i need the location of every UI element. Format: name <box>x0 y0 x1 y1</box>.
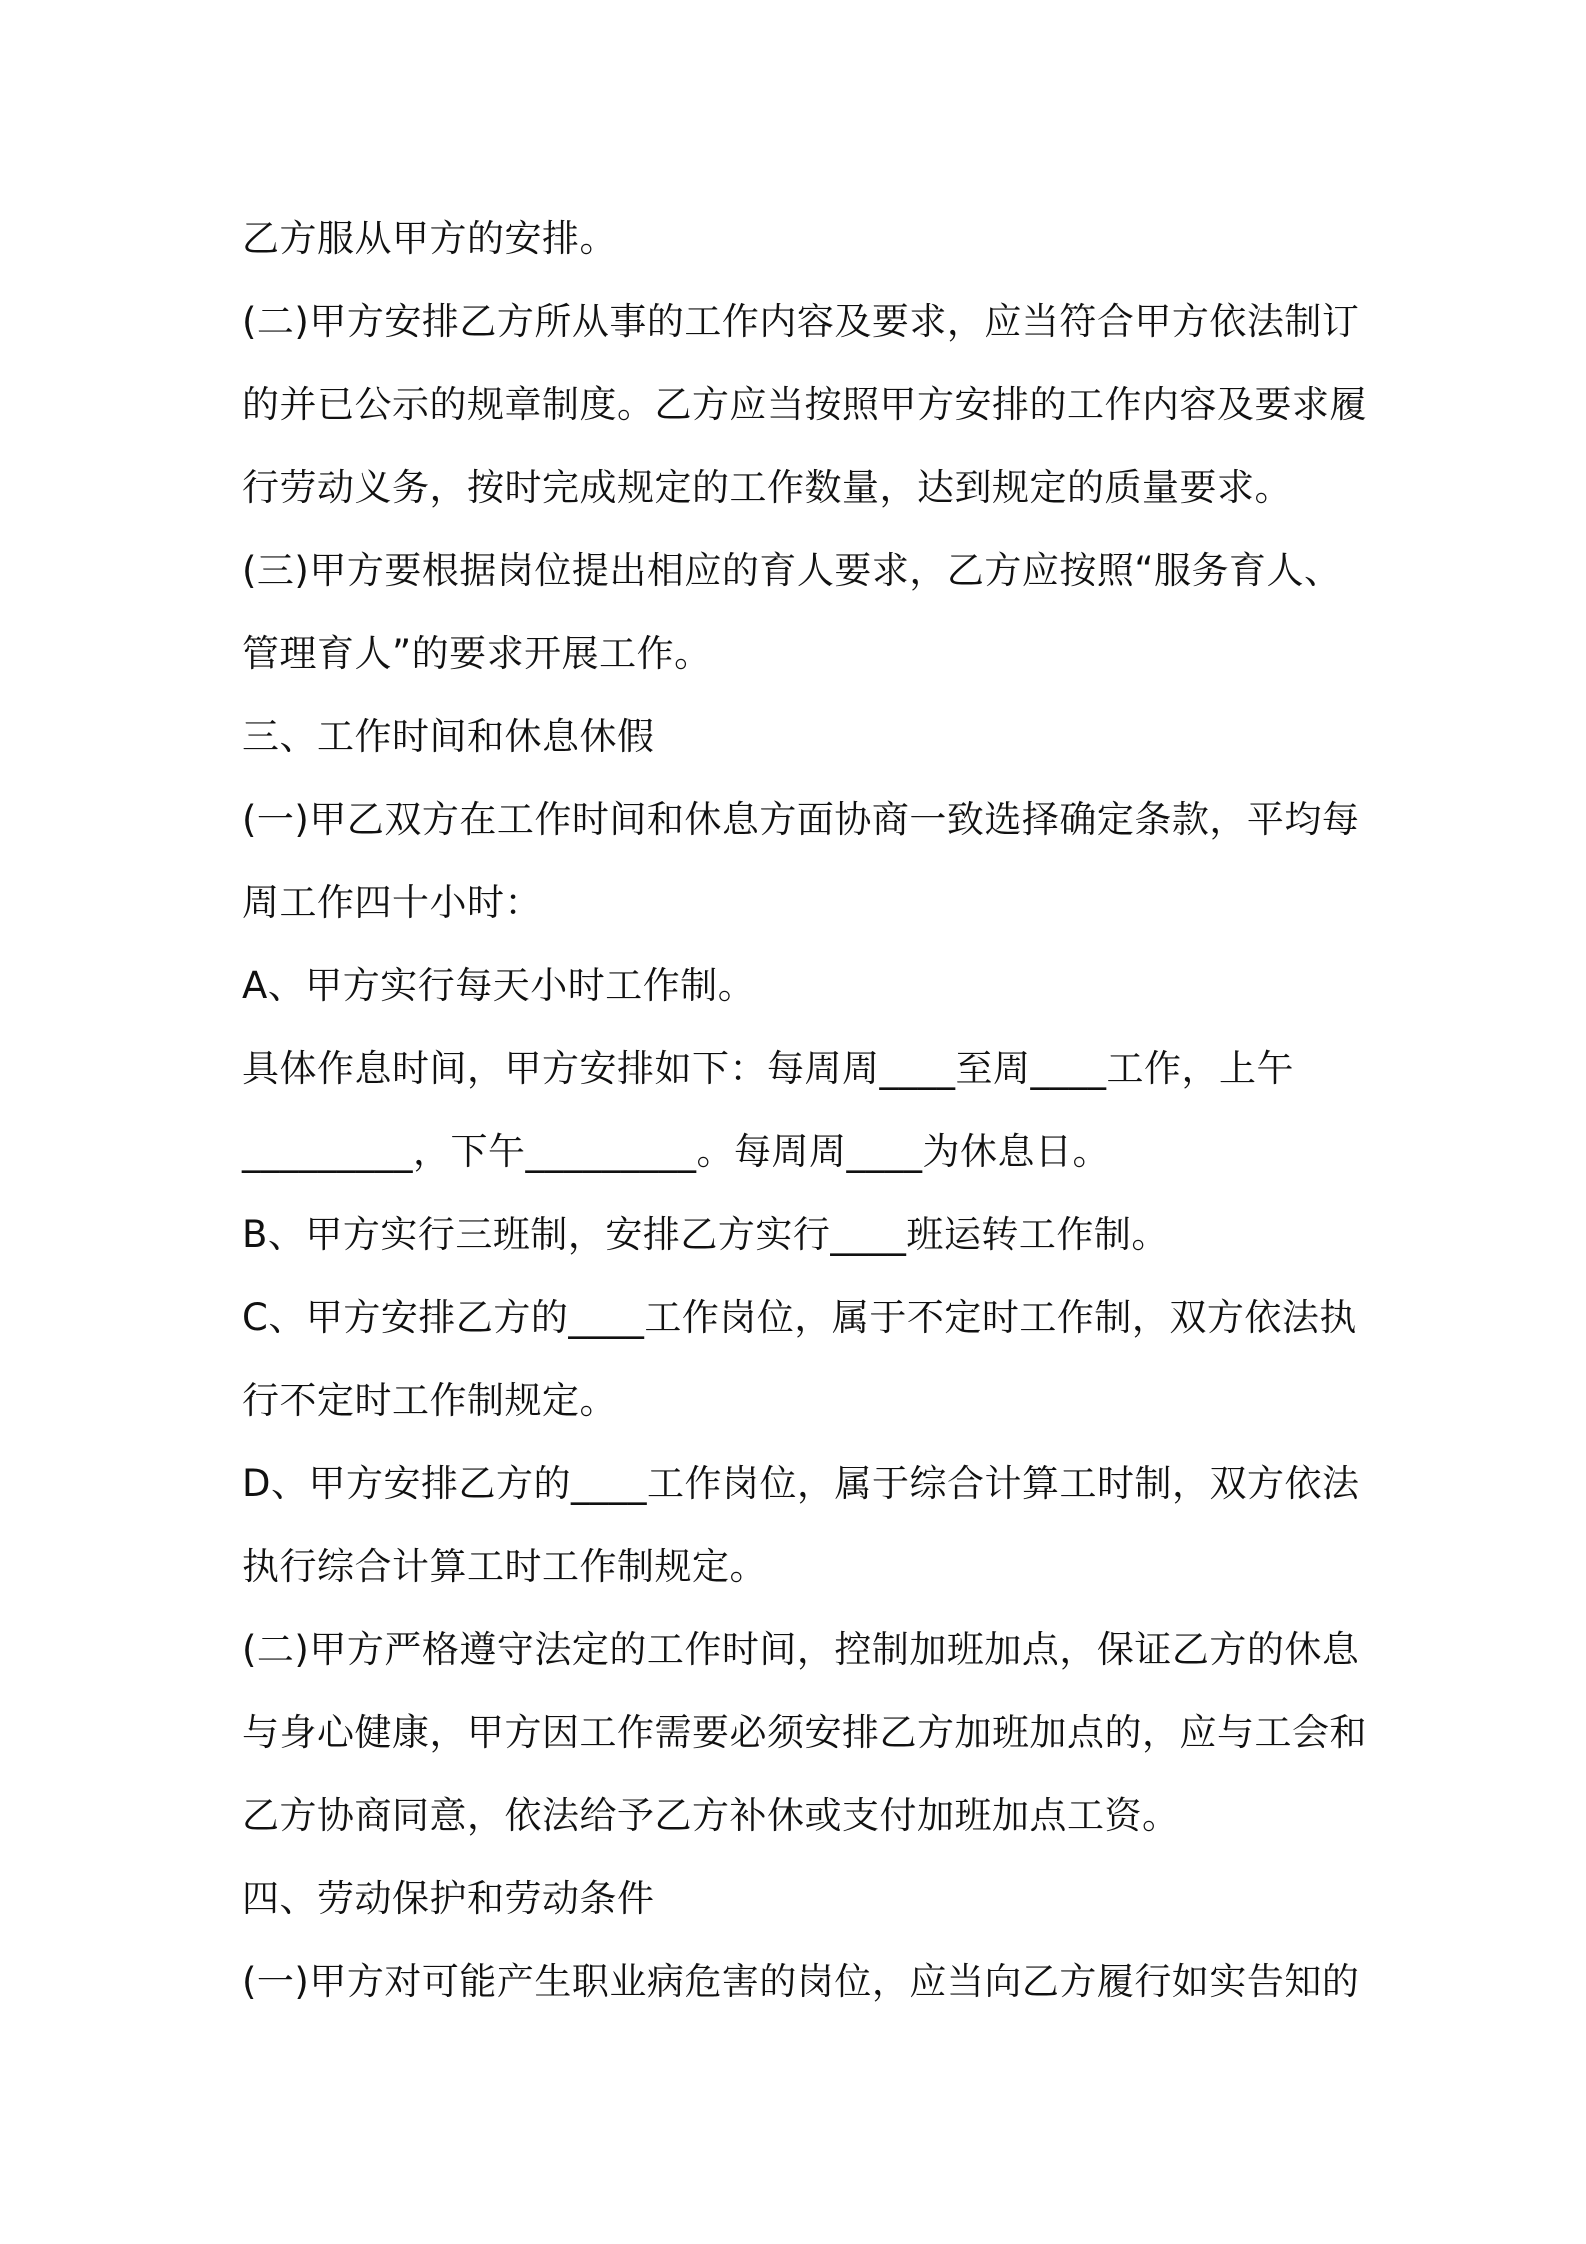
text-line: _________，下午_________。每周周____为休息日。 <box>242 1130 1110 1173</box>
text-line: 具体作息时间，甲方安排如下：每周周____至周____工作，上午 <box>242 1047 1294 1090</box>
document-body <box>242 197 1367 2023</box>
text-line: 乙方服从甲方的安排。 <box>242 217 617 260</box>
text-line: (三)甲方要根据岗位提出相应的育人要求，乙方应按照“服务育人、 <box>242 549 1342 592</box>
text-line: D、甲方安排乙方的____工作岗位，属于综合计算工时制，双方依法 <box>242 1462 1360 1505</box>
text-line: B、甲方实行三班制，安排乙方实行____班运转工作制。 <box>242 1213 1169 1256</box>
text-line: 的并已公示的规章制度。乙方应当按照甲方安排的工作内容及要求履 <box>242 383 1367 426</box>
text-line: C、甲方安排乙方的____工作岗位，属于不定时工作制，双方依法执 <box>242 1296 1357 1339</box>
text-line: 管理育人”的要求开展工作。 <box>242 632 712 675</box>
text-line: (二)甲方严格遵守法定的工作时间，控制加班加点，保证乙方的休息 <box>242 1628 1360 1671</box>
text-line: (一)甲方对可能产生职业病危害的岗位，应当向乙方履行如实告知的 <box>242 1960 1360 2003</box>
text-line: 与身心健康，甲方因工作需要必须安排乙方加班加点的，应与工会和 <box>242 1711 1367 1754</box>
text-line: 行不定时工作制规定。 <box>242 1379 617 1422</box>
text-line: 行劳动义务，按时完成规定的工作数量，达到规定的质量要求。 <box>242 466 1292 509</box>
section-heading-4: 四、劳动保护和劳动条件 <box>242 1877 655 1920</box>
section-heading-3: 三、工作时间和休息休假 <box>242 715 655 758</box>
text-line: (一)甲乙双方在工作时间和休息方面协商一致选择确定条款，平均每 <box>242 798 1360 841</box>
text-line: 执行综合计算工时工作制规定。 <box>242 1545 767 1588</box>
text-line: 乙方协商同意，依法给予乙方补休或支付加班加点工资。 <box>242 1794 1180 1837</box>
text-line: 周工作四十小时： <box>242 881 542 924</box>
text-line: A、甲方实行每天小时工作制。 <box>242 964 756 1007</box>
text-line: (二)甲方安排乙方所从事的工作内容及要求，应当符合甲方依法制订 <box>242 300 1360 343</box>
